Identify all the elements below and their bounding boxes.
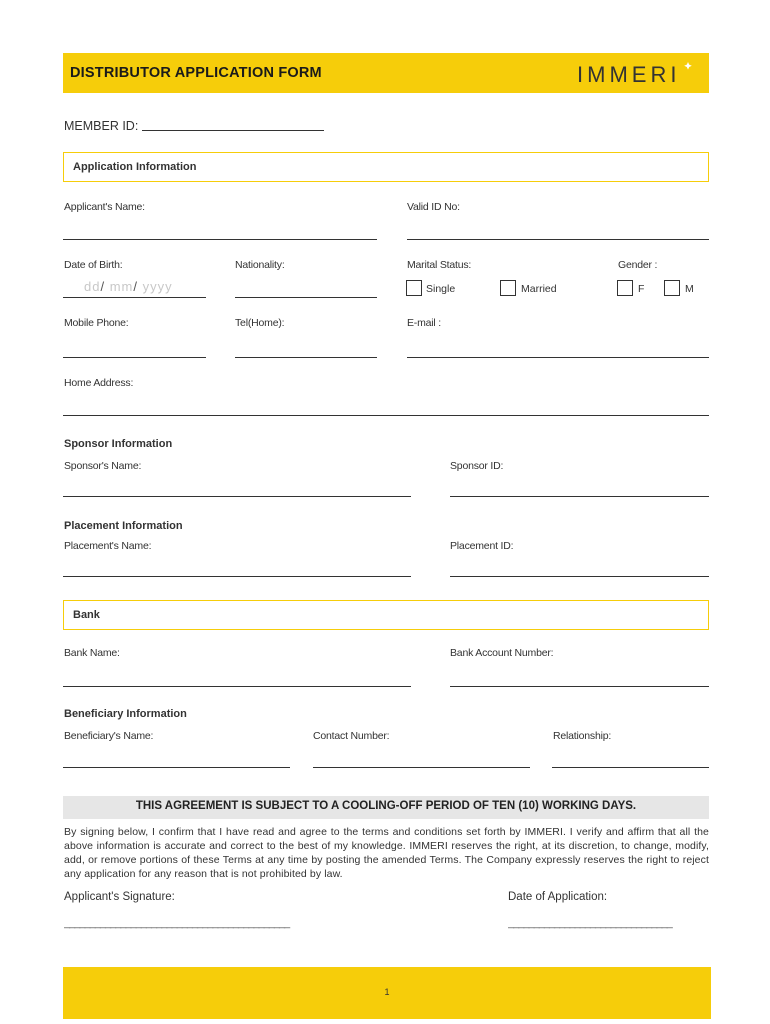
section-title-placement: Placement Information — [64, 520, 183, 532]
sponsor-id-field[interactable] — [450, 496, 709, 497]
sparkle-icon — [684, 62, 692, 70]
sponsor-name-field[interactable] — [63, 496, 411, 497]
application-info-section — [63, 152, 709, 182]
gender-f-label: F — [638, 283, 645, 295]
home-address-field[interactable] — [63, 415, 709, 416]
beneficiary-name-field[interactable] — [63, 767, 290, 768]
nationality-field[interactable] — [235, 297, 377, 298]
section-title-bank: Bank — [73, 609, 100, 621]
date-of-application-label: Date of Application: — [508, 891, 608, 903]
form-title: DISTRIBUTOR APPLICATION FORM — [70, 65, 322, 81]
date-of-application-field[interactable]: ________________________________ — [508, 917, 672, 929]
applicant-name-field[interactable] — [63, 239, 377, 240]
email-field[interactable] — [407, 357, 709, 358]
agreement-body: By signing below, I confirm that I have read and agree to the terms and conditions set forth by IMMERI. I verify and affirm that all the above information is accurate and correct to the best of my knowledge. IMMERI reserves the right, at its discretion, to change, modify, add, or remove portions of these Terms at any time by posting the amended Terms. The Company expressly reserves the right to reject any application for any reason that is not prohibited by law. — [64, 826, 709, 880]
marital-status-label: Marital Status: — [407, 259, 472, 271]
mobile-label: Mobile Phone: — [64, 317, 129, 329]
placement-id-label: Placement ID: — [450, 540, 514, 552]
mobile-field[interactable] — [63, 357, 206, 358]
applicant-name-label: Applicant's Name: — [64, 201, 145, 213]
relationship-field[interactable] — [552, 767, 709, 768]
svg-text:IMMERI: IMMERI — [577, 62, 681, 87]
nationality-label: Nationality: — [235, 259, 285, 271]
beneficiary-name-label: Beneficiary's Name: — [64, 730, 154, 742]
married-label: Married — [521, 283, 557, 295]
married-checkbox[interactable] — [500, 280, 516, 296]
placement-id-field[interactable] — [450, 576, 709, 577]
section-title-sponsor: Sponsor Information — [64, 438, 173, 450]
section-title-application: Application Information — [73, 161, 197, 173]
home-address-label: Home Address: — [64, 377, 134, 389]
gender-label: Gender : — [618, 259, 658, 271]
contact-number-field[interactable] — [313, 767, 530, 768]
valid-id-label: Valid ID No: — [407, 201, 460, 213]
section-title-beneficiary: Beneficiary Information — [64, 708, 187, 720]
gender-m-checkbox[interactable] — [664, 280, 680, 296]
dob-placeholder[interactable]: dd/ mm/ yyyy — [84, 279, 173, 294]
dob-label: Date of Birth: — [64, 259, 123, 271]
header-bar — [63, 53, 709, 93]
sponsor-name-label: Sponsor's Name: — [64, 460, 142, 472]
dob-field[interactable] — [63, 297, 206, 298]
placement-name-label: Placement's Name: — [64, 540, 152, 552]
applicant-signature-field[interactable]: ____________________________________________ — [64, 917, 290, 929]
valid-id-field[interactable] — [407, 239, 709, 240]
relationship-label: Relationship: — [553, 730, 612, 742]
single-checkbox[interactable] — [406, 280, 422, 296]
placement-name-field[interactable] — [63, 576, 411, 577]
gender-m-label: M — [685, 283, 694, 295]
immeri-logo — [577, 59, 697, 87]
bank-name-field[interactable] — [63, 686, 411, 687]
member-id-label: MEMBER ID: — [64, 119, 139, 133]
bank-section — [63, 600, 709, 630]
bank-account-field[interactable] — [450, 686, 709, 687]
applicant-signature-label: Applicant's Signature: — [64, 891, 175, 903]
footer-bar — [63, 967, 711, 1019]
tel-home-label: Tel(Home): — [235, 317, 285, 329]
member-id-field[interactable] — [142, 130, 324, 131]
agreement-notice-bar — [63, 796, 709, 819]
email-label: E-mail : — [407, 317, 441, 329]
page-number: 1 — [384, 987, 390, 997]
single-label: Single — [426, 283, 456, 295]
sponsor-id-label: Sponsor ID: — [450, 460, 504, 472]
tel-home-field[interactable] — [235, 357, 377, 358]
agreement-notice: THIS AGREEMENT IS SUBJECT TO A COOLING-OFF PERIOD OF TEN (10) WORKING DAYS. — [135, 800, 637, 812]
contact-number-label: Contact Number: — [313, 730, 390, 742]
gender-f-checkbox[interactable] — [617, 280, 633, 296]
bank-account-label: Bank Account Number: — [450, 647, 554, 659]
bank-name-label: Bank Name: — [64, 647, 120, 659]
